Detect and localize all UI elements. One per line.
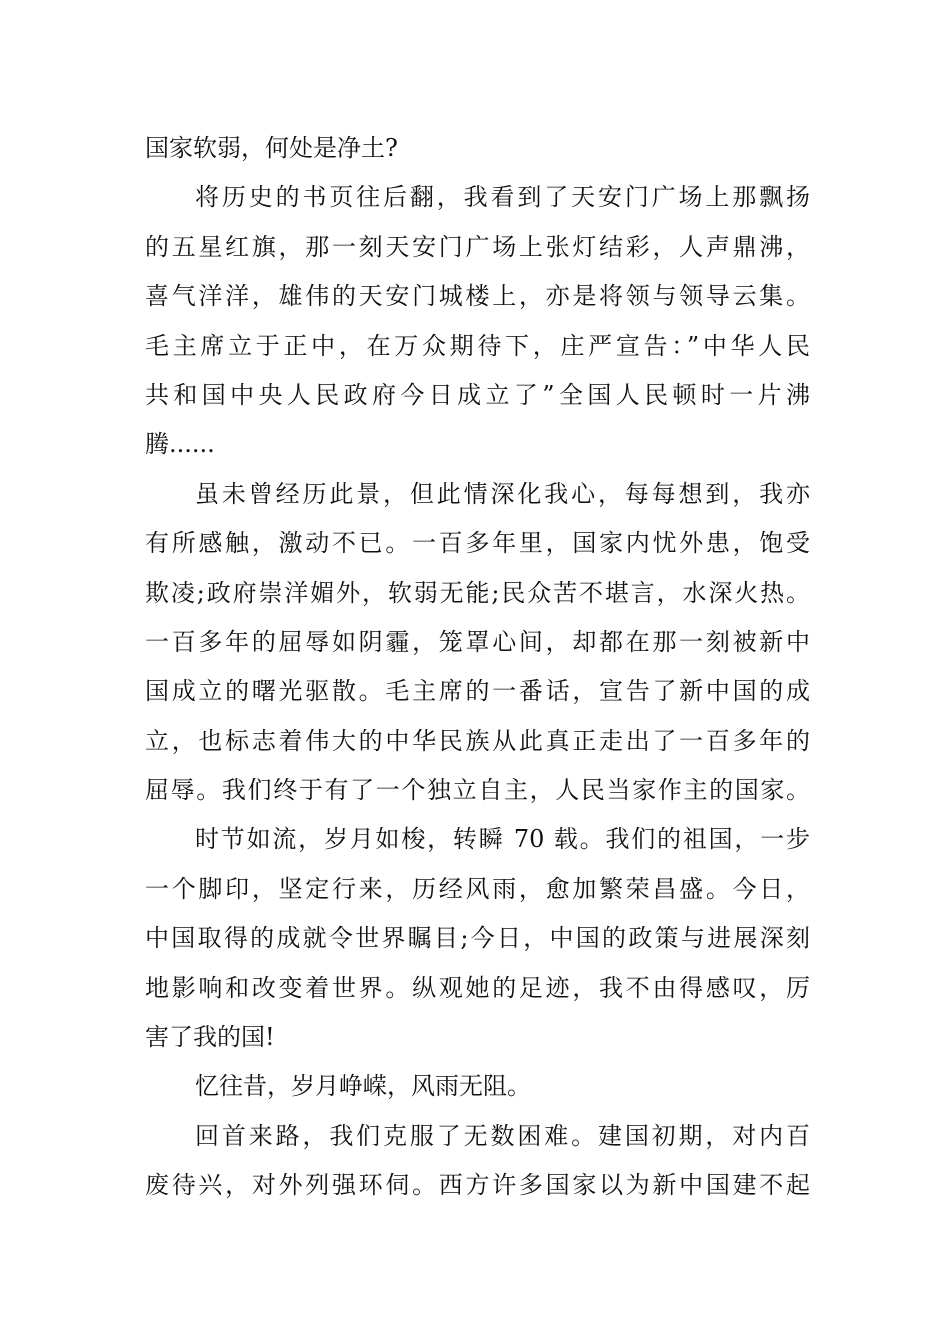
text-line: 腾...... [145, 430, 215, 459]
text-line: 有所感触，激动不已。一百多年里，国家内忧外患，饱受 [145, 529, 810, 558]
text-line: 屈辱。我们终于有了一个独立自主，人民当家作主的国家。 [145, 776, 810, 805]
text-line: 将历史的书页往后翻，我看到了天安门广场上那飘扬 [195, 183, 810, 212]
text-line: 时节如流，岁月如梭，转瞬 70 载。我们的祖国，一步 [195, 825, 810, 854]
text-line: 共和国中央人民政府今日成立了”全国人民顿时一片沸 [145, 380, 810, 409]
text-line: 一个脚印，坚定行来，历经风雨，愈加繁荣昌盛。今日， [145, 874, 810, 903]
text-line: 害了我的国! [145, 1023, 275, 1052]
text-line: 中国取得的成就令世界瞩目;今日，中国的政策与进展深刻 [145, 924, 810, 953]
text-line: 立，也标志着伟大的中华民族从此真正走出了一百多年的 [145, 726, 810, 755]
document-page [145, 124, 810, 1211]
text-line: 国成立的曙光驱散。毛主席的一番话，宣告了新中国的成 [145, 677, 810, 706]
text-line: 地影响和改变着世界。纵观她的足迹，我不由得感叹，厉 [145, 973, 810, 1002]
text-line: 国家软弱，何处是净土? [145, 134, 398, 162]
text-line: 的五星红旗，那一刻天安门广场上张灯结彩，人声鼎沸， [145, 232, 810, 261]
text-line: 忆往昔，岁月峥嵘，风雨无阻。 [195, 1072, 531, 1101]
text-line: 一百多年的屈辱如阴霾，笼罩心间，却都在那一刻被新中 [145, 627, 810, 656]
text-line: 回首来路，我们克服了无数困难。建国初期，对内百 [195, 1121, 810, 1150]
text-line: 喜气洋洋，雄伟的天安门城楼上，亦是将领与领导云集。 [145, 282, 810, 311]
text-line: 欺凌;政府崇洋媚外，软弱无能;民众苦不堪言，水深火热。 [145, 578, 810, 607]
text-line: 毛主席立于正中，在万众期待下，庄严宣告：”中华人民 [145, 331, 810, 360]
text-line: 虽未曾经历此景，但此情深化我心，每每想到，我亦 [195, 479, 810, 508]
text-line: 废待兴，对外列强环伺。西方许多国家以为新中国建不起 [145, 1171, 810, 1200]
